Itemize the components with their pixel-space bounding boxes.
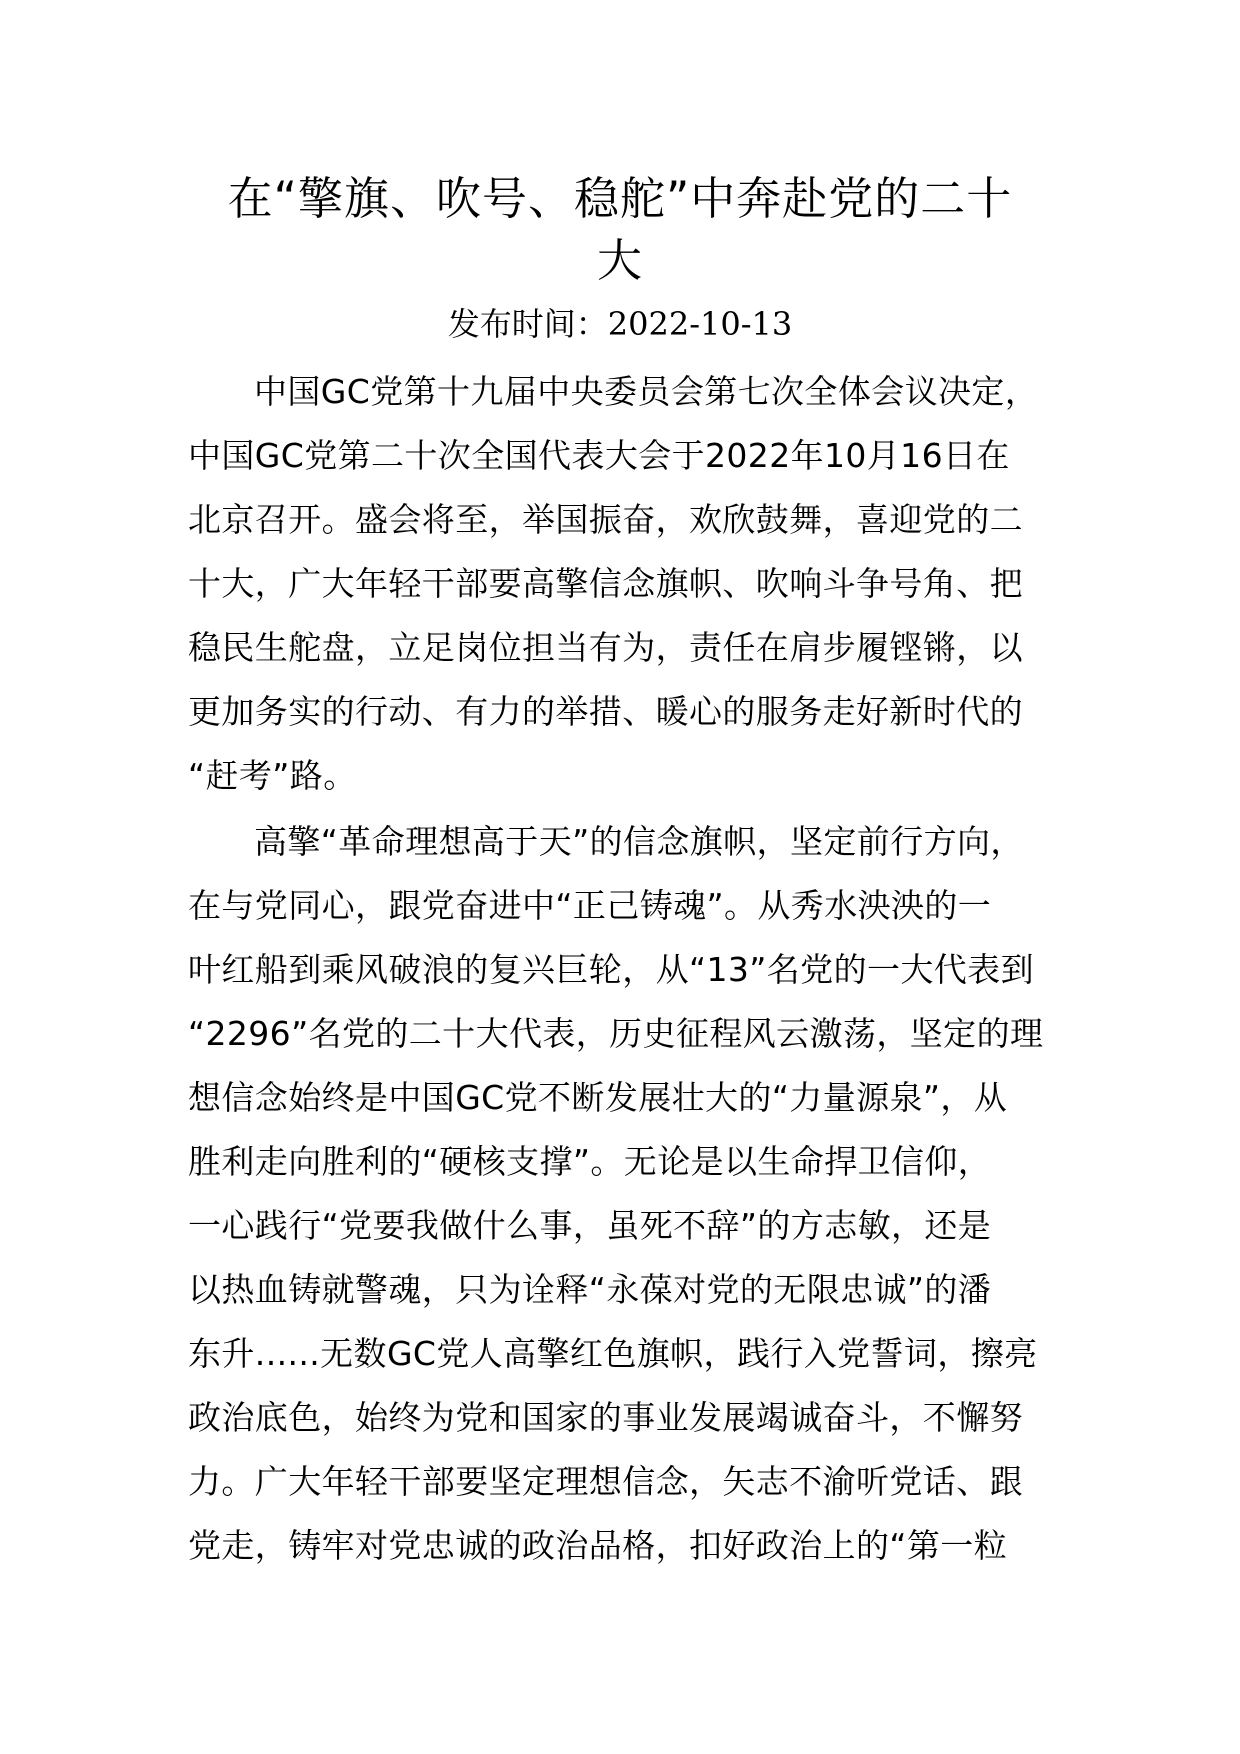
text-line: 胜利走向胜利的“硬核支撑”。无论是以生命捍卫信仰， — [188, 1142, 992, 1181]
paragraph-2 — [188, 810, 1048, 1578]
text-line: 力。广大年轻干部要坚定理想信念，矢志不渝听党话、跟 — [188, 1462, 1023, 1501]
text-line: 十大，广大年轻干部要高擎信念旗帜、吹响斗争号角、把 — [188, 564, 1023, 603]
text-line: 更加务实的行动、有力的举措、暖心的服务走好新时代的 — [188, 692, 1023, 731]
title-line: 大 — [596, 234, 643, 287]
paragraph-1 — [188, 360, 1048, 808]
article-body — [188, 360, 1048, 1578]
text-line: 党走，铸牢对党忠诚的政治品格，扣好政治上的“第一粒 — [188, 1526, 1008, 1565]
text-line: 政治底色，始终为党和国家的事业发展竭诚奋斗，不懈努 — [188, 1398, 1023, 1437]
title-line: 在“擎旗、吹号、稳舵”中奔赴党的二十 — [227, 172, 1013, 225]
publish-date — [0, 304, 1240, 344]
text-line: “2296”名党的二十大代表，历史征程风云激荡，坚定的理 — [188, 1014, 1044, 1053]
text-line: 叶红船到乘风破浪的复兴巨轮，从“13”名党的一大代表到 — [188, 950, 1034, 989]
text-line: 中国GC党第二十次全国代表大会于2022年10月16日在 — [188, 436, 1010, 475]
text-line: 在与党同心，跟党奋进中“正己铸魂”。从秀水泱泱的一 — [188, 886, 992, 925]
text-line: 东升......无数GC党人高擎红色旗帜，践行入党誓词，擦亮 — [188, 1334, 1038, 1373]
text-line: 一心践行“党要我做什么事，虽死不辞”的方志敏，还是 — [188, 1206, 992, 1245]
text-line: 中国GC党第十九届中央委员会第七次全体会议决定， — [254, 372, 1039, 411]
document-title — [180, 168, 1060, 292]
text-line: “赶考”路。 — [188, 756, 357, 795]
text-line: 稳民生舵盘，立足岗位担当有为，责任在肩步履铿锵，以 — [188, 628, 1023, 667]
text-line: 以热血铸就警魂，只为诠释“永葆对党的无限忠诚”的潘 — [188, 1270, 992, 1309]
text-line: 北京召开。盛会将至，举国振奋，欢欣鼓舞，喜迎党的二 — [188, 500, 1023, 539]
text-line: 想信念始终是中国GC党不断发展壮大的“力量源泉”，从 — [188, 1078, 1008, 1117]
publish-date-label: 发布时间： — [447, 305, 608, 343]
text-line: 高擎“革命理想高于天”的信念旗帜，坚定前行方向， — [254, 822, 1024, 861]
publish-date-value: 2022-10-13 — [607, 305, 793, 343]
